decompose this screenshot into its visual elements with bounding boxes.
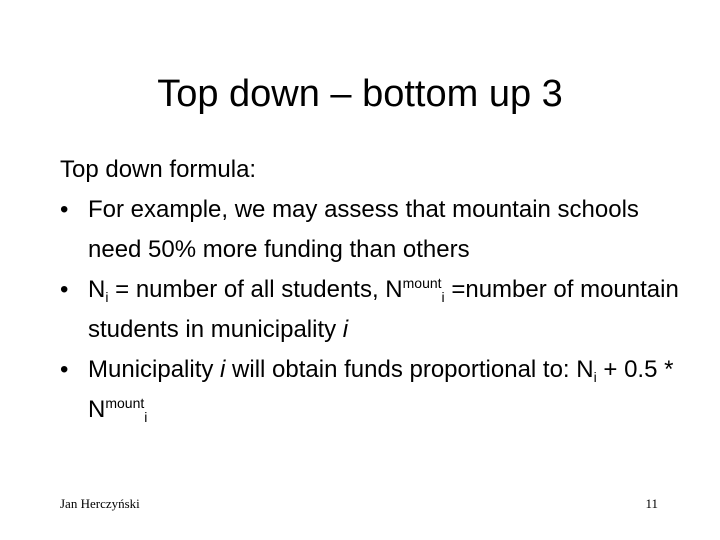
bullet-icon: • [60, 356, 69, 383]
slide-title: Top down – bottom up 3 [157, 73, 563, 115]
bullet-text-part: + 0.5 * N [88, 356, 674, 423]
footer-author: Jan Herczyński [60, 496, 140, 511]
bullet-text-part: N [88, 276, 106, 303]
bullet-item-2 [60, 270, 680, 350]
italic-variable: i [342, 316, 349, 343]
intro-text: Top down formula: [60, 156, 257, 183]
slide-body [60, 150, 680, 430]
bullet-list [60, 190, 680, 430]
subscript: i [593, 369, 597, 385]
bullet-item-3 [60, 350, 680, 430]
bullet-item-1 [60, 190, 680, 270]
bullet-text-part: Municipality [88, 356, 221, 383]
page-number: 11 [645, 496, 658, 511]
bullet-text-part: will obtain funds proportional to: N [225, 356, 594, 383]
superscript: mount [402, 275, 442, 291]
bullet-text: For example, we may assess that mountain schools need 50% more funding than others [88, 196, 639, 263]
subscript: i [441, 289, 445, 305]
bullet-text-part: =number of mountain students in municipality [88, 276, 679, 343]
bullet-icon: • [60, 276, 69, 303]
bullet-icon: • [60, 196, 69, 223]
italic-variable: i [220, 356, 226, 383]
subscript: i [144, 409, 148, 425]
bullet-text-part: = number of all students, N [108, 276, 403, 303]
subscript: i [105, 289, 109, 305]
superscript: mount [105, 395, 145, 411]
